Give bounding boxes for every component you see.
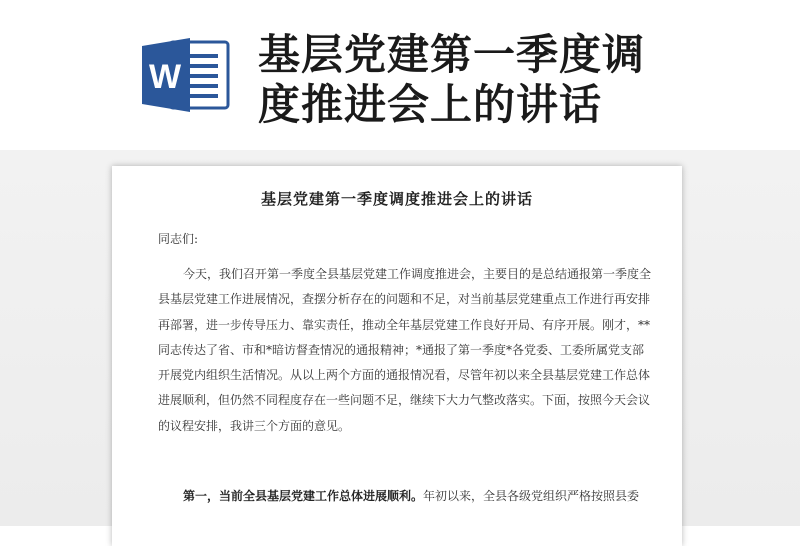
page-title: 基层党建第一季度调度推进会上的讲话 bbox=[258, 30, 646, 129]
logo-letter: W bbox=[148, 58, 182, 96]
paragraph-intro: 今天，我们召开第一季度全县基层党建工作调度推进会，主要目的是总结通报第一季度全县基层党建工作进展情况，查摆分析存在的问题和不足，对当前基层党建重点工作进行再安排再部署，进一步传导压力、靠实责任，推动全年基层党建工作良好开局、有序开展。刚才，**同志传达了省、市和*暗访督查情况的通报精神；*通报了第一季度*各党委、工委所属党支部开展党内组织生活情况。从以上两个方面的通报情况看，尽管年初以来全县基层党建工作总体进展顺利，但仍然不同程度存在一些问题不足，继续下大力气整改落实。下面，按照今天会议的议程安排，我讲三个方面的意见。 bbox=[158, 267, 652, 433]
document-title: 基层党建第一季度调度推进会上的讲话 bbox=[260, 190, 533, 208]
paragraph-lead-bold: 第一，当前全县基层党建工作总体进展顺利。 bbox=[183, 489, 424, 503]
document-page bbox=[112, 166, 682, 546]
paragraph-body: 年初以来，全县各级党组织严格按照县委 bbox=[423, 489, 640, 503]
paragraph-first-point bbox=[158, 484, 654, 509]
salutation: 同志们: bbox=[158, 232, 199, 246]
word-icon bbox=[140, 36, 232, 114]
